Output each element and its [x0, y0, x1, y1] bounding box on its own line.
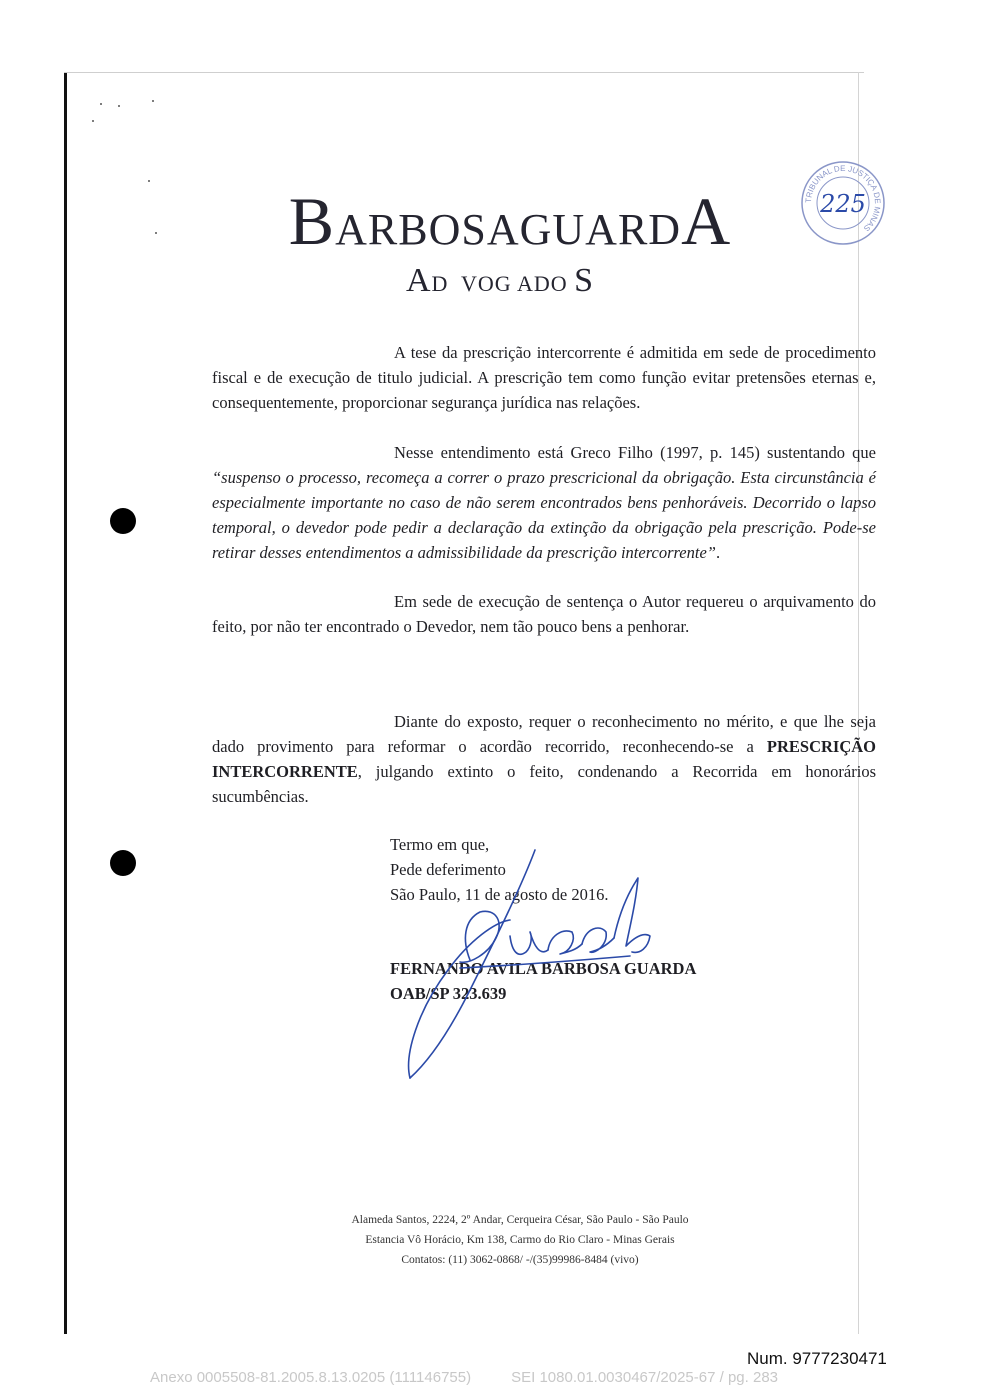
quote-text: “suspenso o processo, recomeça a correr o prazo prescricional da obrigação. Esta circunstância é especialmente importante no caso de não serem encontrados bens penhoráveis. Decorrido o lapso temporal, o devedor pode pedir a declaração da extinção da obrigação pela prescrição. Pode-se retirar desses entendimentos a admissibilidade da prescrição intercorrente”: [212, 468, 876, 562]
scan-border-top: [64, 72, 864, 73]
letterhead-subtitle: [300, 262, 700, 300]
stamp-ring-text: TRIBUNAL DE JUSTIÇA DE MINAS: [803, 163, 883, 234]
handwritten-signature: [400, 840, 670, 1090]
footer-address-mg: Estancia Vô Horácio, Km 138, Carmo do Rio Claro - Minas Gerais: [365, 1234, 675, 1246]
footer-contacts: Contatos: (11) 3062-0868/ -/(35)99986-8484 (vivo): [401, 1254, 639, 1266]
signer-oab: OAB/SP 323.639: [390, 984, 507, 1003]
sei-reference: SEI 1080.01.0030467/2025-67 / pg. 283: [511, 1369, 779, 1386]
punch-hole-lower: [110, 850, 136, 876]
paragraph-request: [212, 709, 876, 809]
letterhead-footer: [300, 1210, 740, 1270]
closing-line-2: Pede deferimento: [390, 860, 506, 879]
scan-speck: [118, 105, 120, 107]
stamp-handwritten-number: 225: [820, 190, 866, 218]
signer-name: FERNANDO AVILA BARBOSA GUARDA: [390, 959, 697, 978]
scan-border-left: [64, 72, 67, 1334]
closing-line-1: Termo em que,: [390, 835, 490, 854]
quote-end: .: [715, 543, 721, 562]
scan-speck: [152, 100, 154, 102]
paragraph-greco-quote: [212, 440, 876, 565]
letterhead-title: [250, 182, 770, 261]
court-stamp: [800, 160, 886, 246]
document-number: Num. 9777230471: [747, 1349, 887, 1368]
subtitle-initial: A: [405, 262, 432, 299]
paragraph-execution: Em sede de execução de sentença o Autor requereu o arquivamento do feito, por não ter encontrado o Devedor, nem tão pouco bens a penhorar.: [212, 592, 876, 636]
paragraph-thesis: A tese da prescrição intercorrente é admitida em sede de procedimento fiscal e de execução de titulo judicial. A prescrição tem como função evitar pretensões eternas e, consequentemente, proporcionar segurança jurídica nas relações.: [212, 343, 876, 412]
quote-lead: Nesse entendimento está Greco Filho (1997, p. 145) sustentando que: [394, 443, 876, 462]
punch-hole-upper: [110, 508, 136, 534]
request-end: , julgando extinto o feito, condenando a Recorrida em honorários sucumbências.: [212, 762, 876, 806]
subtitle-final: S: [574, 262, 595, 299]
title-middle: ARBOSAGUARD: [335, 205, 682, 254]
footer-address-sp: Alameda Santos, 2224, 2º Andar, Cerqueira César, São Paulo - São Paulo: [351, 1214, 689, 1226]
annex-reference: Anexo 0005508-81.2005.8.13.0205 (111146755): [150, 1369, 472, 1386]
scan-speck: [92, 120, 94, 122]
request-lead: Diante do exposto, requer o reconhecimento no mérito, e que lhe seja dado provimento para reformar o acordão recorrido, reconhecendo-se a: [212, 712, 876, 756]
scan-speck: [155, 232, 157, 234]
title-initial: B: [288, 183, 336, 259]
request-bold: PRESCRIÇÃO INTERCORRENTE: [212, 737, 876, 781]
scan-speck: [100, 103, 102, 105]
scan-speck: [148, 180, 150, 182]
title-final: A: [681, 183, 732, 259]
page-reference-line: [150, 1369, 850, 1386]
scan-border-right: [858, 72, 859, 1334]
closing-date: São Paulo, 11 de agosto de 2016.: [390, 885, 609, 904]
subtitle-middle: D VOG ADO: [431, 271, 575, 296]
